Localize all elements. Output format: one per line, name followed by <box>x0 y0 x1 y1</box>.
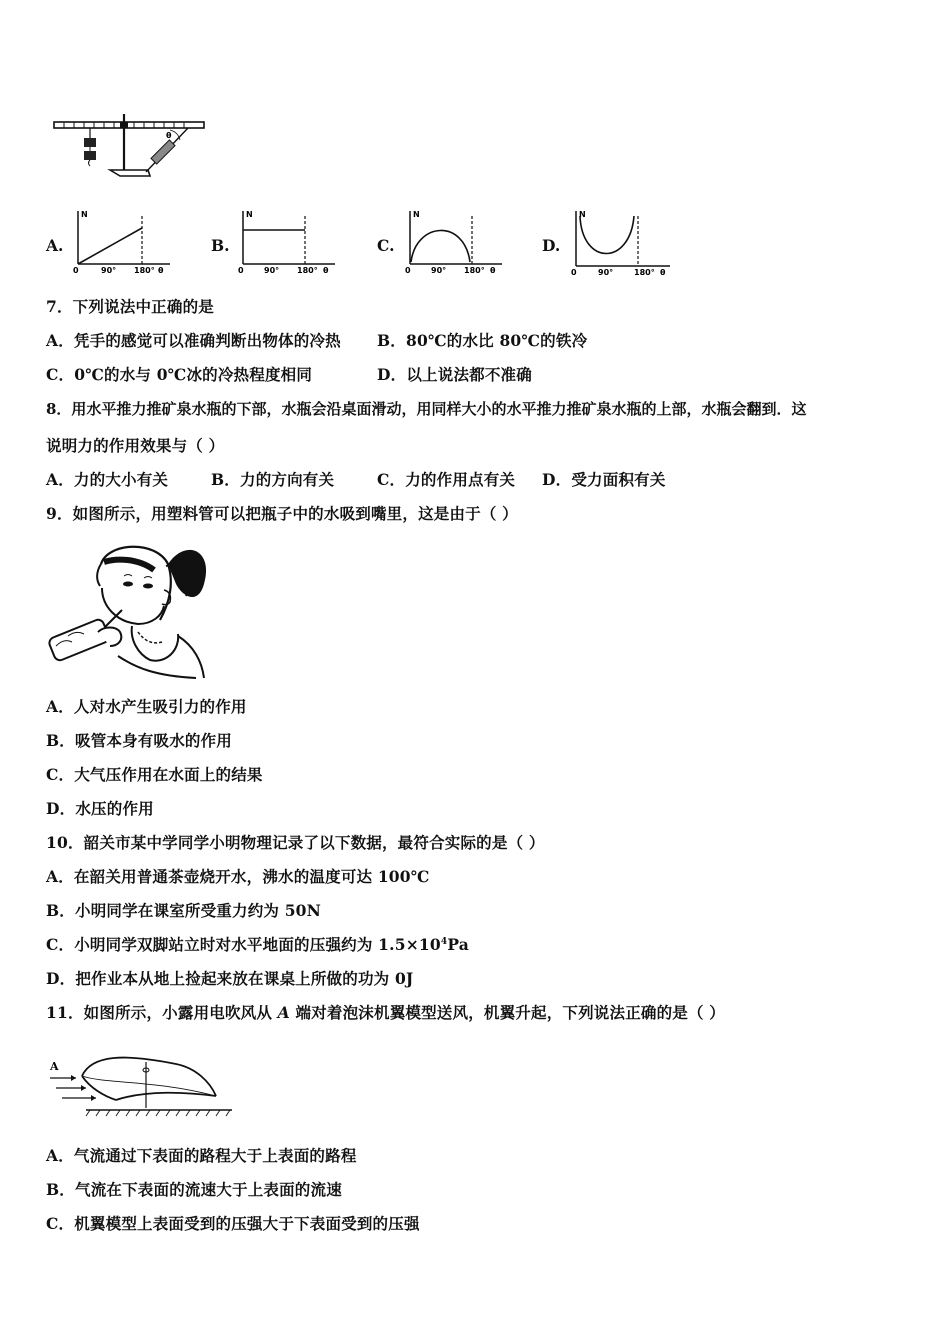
svg-text:180°: 180° <box>464 266 485 275</box>
q6-option-b-label[interactable]: B. <box>211 236 230 255</box>
q6-graph-a[interactable] <box>70 206 175 276</box>
q9-option-d[interactable]: D．水压的作用 <box>46 799 154 818</box>
q8-stem-line2: 说明力的作用效果与（ ） <box>46 436 225 455</box>
svg-text:0: 0 <box>405 266 411 275</box>
q8-option-b[interactable]: B．力的方向有关 <box>211 470 335 489</box>
q10-option-a[interactable]: A．在韶关用普通茶壶烧开水，沸水的温度可达 100℃ <box>46 867 430 886</box>
svg-text:90°: 90° <box>264 266 280 275</box>
q7-option-b[interactable]: B．80℃的水比 80℃的铁冷 <box>377 331 588 350</box>
point-a-label: A <box>50 1060 59 1073</box>
q9-option-a[interactable]: A．人对水产生吸引力的作用 <box>46 697 247 716</box>
q6-graph-d[interactable] <box>568 206 678 278</box>
q9-stem: 9．如图所示，用塑料管可以把瓶子中的水吸到嘴里，这是由于（ ） <box>46 504 518 523</box>
svg-text:θ: θ <box>323 266 329 275</box>
q11-option-c[interactable]: C．机翼模型上表面受到的压强大于下表面受到的压强 <box>46 1214 420 1233</box>
svg-text:N: N <box>579 210 586 219</box>
q11-option-a[interactable]: A．气流通过下表面的路程大于上表面的路程 <box>46 1146 357 1165</box>
q6-graph-c[interactable] <box>402 206 507 276</box>
svg-text:0: 0 <box>238 266 244 275</box>
svg-text:90°: 90° <box>101 266 117 275</box>
q11-option-b[interactable]: B．气流在下表面的流速大于上表面的流速 <box>46 1180 342 1199</box>
svg-text:90°: 90° <box>431 266 447 275</box>
girl-drinking-straw-figure <box>46 536 218 682</box>
q10-option-b[interactable]: B．小明同学在课室所受重力约为 50N <box>46 901 322 920</box>
q10-option-c[interactable]: C．小明同学双脚站立时对水平地面的压强约为 $1.5\times 10^4Pa$ <box>46 935 470 954</box>
svg-text:180°: 180° <box>634 268 655 277</box>
q8-stem-line1: 8．用水平推力推矿泉水瓶的下部，水瓶会沿桌面滑动，用同样大小的水平推力推矿泉水瓶的上部，水瓶会翻到．这 <box>46 400 807 418</box>
q9-option-b[interactable]: B．吸管本身有吸水的作用 <box>46 731 233 750</box>
q6-option-c-label[interactable]: C. <box>377 236 395 255</box>
svg-text:θ: θ <box>660 268 666 277</box>
q10-stem: 10．韶关市某中学同学小明物理记录了以下数据，最符合实际的是（ ） <box>46 833 545 852</box>
q6-option-a-label[interactable]: A. <box>46 236 64 255</box>
q8-option-a[interactable]: A．力的大小有关 <box>46 470 169 489</box>
q6-graph-b[interactable] <box>235 206 340 276</box>
svg-text:N: N <box>413 210 420 219</box>
lever-apparatus-figure <box>50 110 210 186</box>
wing-model-figure <box>46 1048 238 1118</box>
svg-text:0: 0 <box>73 266 79 275</box>
theta-label: θ <box>166 131 172 140</box>
q7-stem: 7．下列说法中正确的是 <box>46 297 214 316</box>
q6-option-d-label[interactable]: D. <box>542 236 561 255</box>
svg-text:180°: 180° <box>134 266 155 275</box>
svg-text:N: N <box>246 210 253 219</box>
q9-option-c[interactable]: C．大气压作用在水面上的结果 <box>46 765 263 784</box>
q8-option-c[interactable]: C．力的作用点有关 <box>377 470 516 489</box>
q7-option-c[interactable]: C．0℃的水与 0℃冰的冷热程度相同 <box>46 365 313 384</box>
q8-option-d[interactable]: D．受力面积有关 <box>542 470 666 489</box>
svg-text:180°: 180° <box>297 266 318 275</box>
q11-stem: 11．如图所示，小露用电吹风从 A 端对着泡沫机翼模型送风，机翼升起，下列说法正确的是（ ） <box>46 1003 726 1022</box>
q7-option-a[interactable]: A．凭手的感觉可以准确判断出物体的冷热 <box>46 331 341 350</box>
q10-option-d[interactable]: D．把作业本从地上捡起来放在课桌上所做的功为 0J <box>46 969 414 988</box>
svg-text:N: N <box>81 210 88 219</box>
q7-option-d[interactable]: D．以上说法都不准确 <box>377 365 532 384</box>
svg-text:θ: θ <box>490 266 496 275</box>
svg-text:θ: θ <box>158 266 164 275</box>
svg-text:90°: 90° <box>598 268 614 277</box>
svg-text:0: 0 <box>571 268 577 277</box>
